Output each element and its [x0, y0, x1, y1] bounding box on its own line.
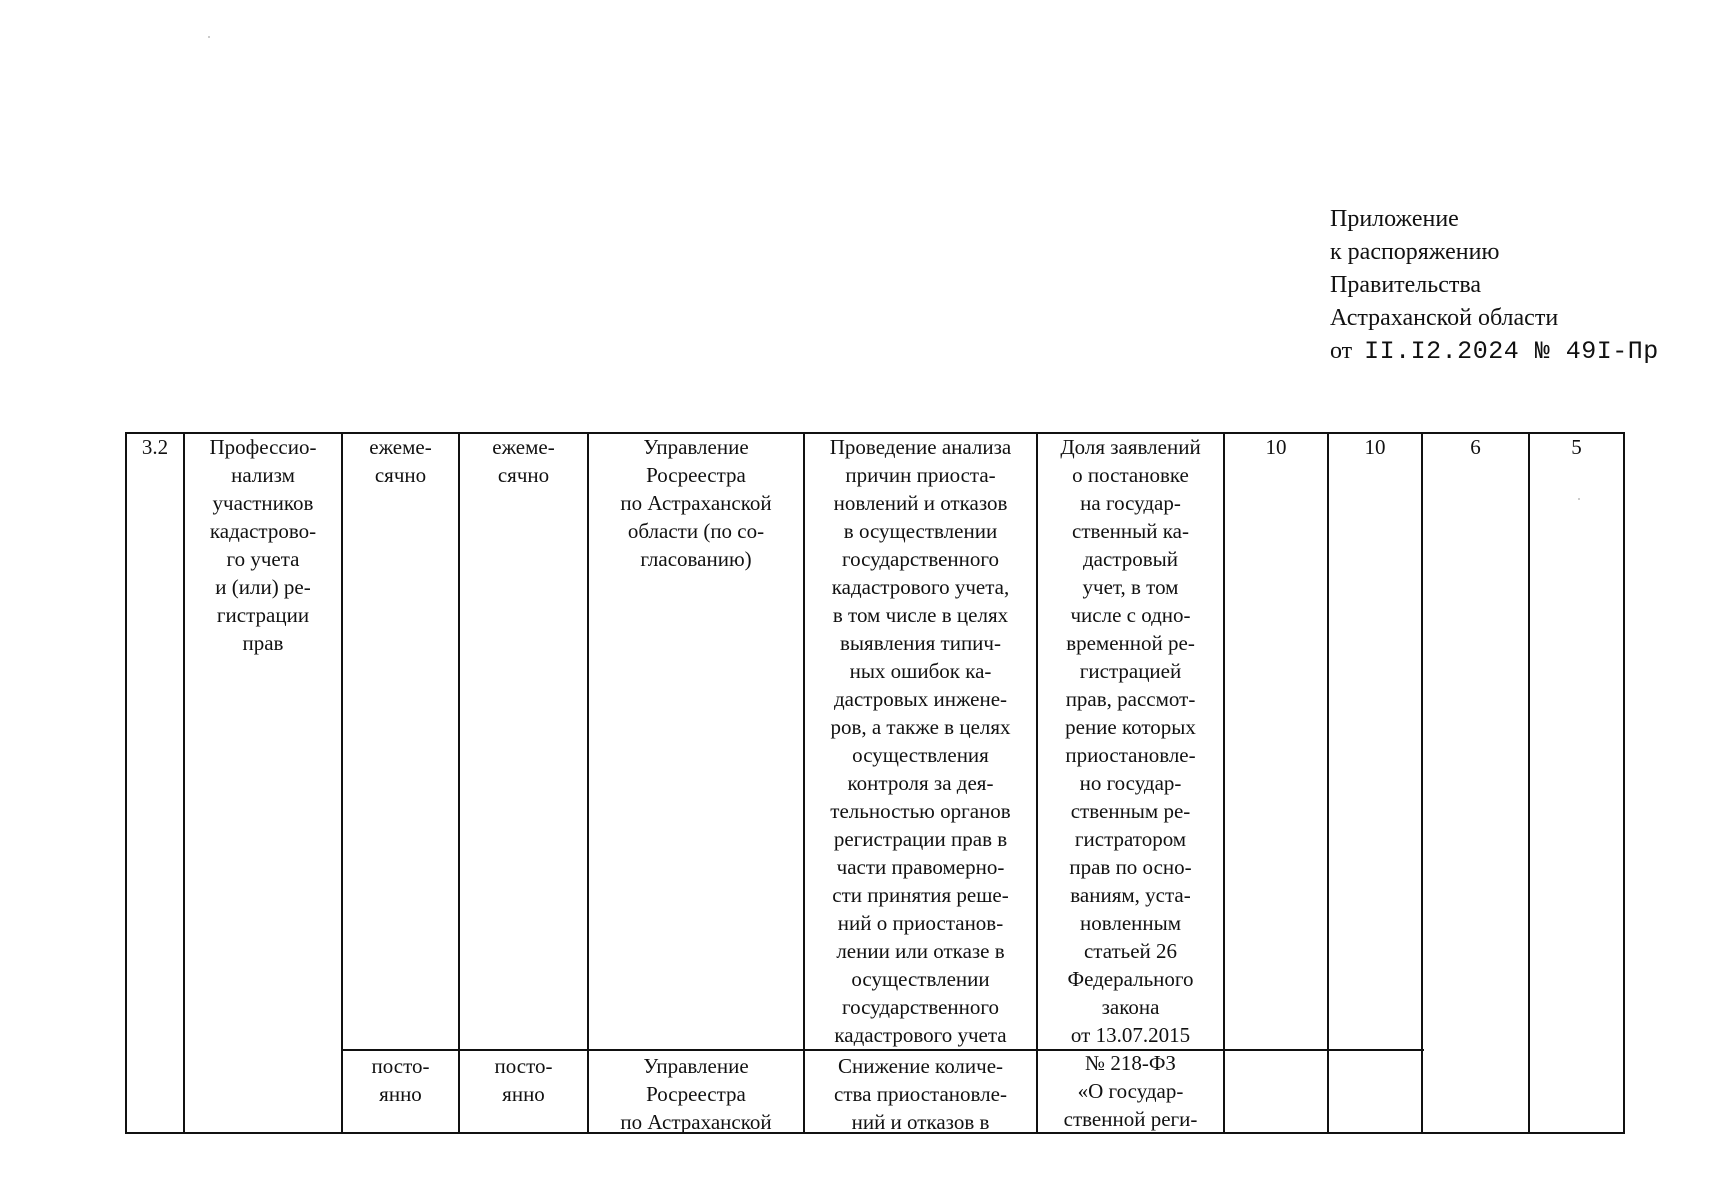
measure-description: Снижение количе- ства приостановле- ний и отказов в	[834, 1054, 1007, 1134]
appendix-line-government: Правительства	[1330, 272, 1482, 298]
appendix-title: Приложение	[1330, 206, 1459, 232]
col-border	[1327, 432, 1329, 1134]
responsible-executor: Управление Росреестра по Астраханской	[620, 1054, 772, 1134]
row-number: 3.2	[141, 435, 169, 459]
responsible-executor: Управление Росреестра по Астраханской области (по со- гласованию)	[620, 435, 772, 571]
frequency-a: ежеме- сячно	[369, 435, 432, 487]
col-border	[458, 432, 460, 1134]
col-border	[1421, 432, 1423, 1134]
plan-table	[125, 432, 1625, 1134]
frequency-a: посто- янно	[371, 1054, 430, 1106]
col-border	[1623, 432, 1625, 1134]
scan-speck	[208, 36, 210, 38]
col-border	[341, 432, 343, 1134]
col-border	[1528, 432, 1530, 1134]
appendix-date-line	[1330, 335, 1659, 368]
col-border	[1223, 432, 1225, 1134]
target-value-4: 5	[1571, 435, 1582, 459]
target-value-3: 6	[1470, 435, 1481, 459]
appendix-date-prefix: от	[1330, 338, 1353, 364]
indicator-name: Профессио- нализм участников кадастрово- го учета и (или) ре- гистрации прав	[209, 435, 317, 655]
frequency-b: ежеме- сячно	[492, 435, 555, 487]
appendix-header	[1330, 203, 1659, 368]
indicator-metric: Доля заявлений о постановке на государ- ственный ка- дастровый учет, в том числе с одно- временной ре- гистрацией прав, рассмот- рение которых приостановле- но государ- ственным ре- гистратором прав по осно- ваниям, уста- новленным статьей 26 Федерального закона от 13.07.2015 № 218-ФЗ «О государ- ственной реги-	[1060, 435, 1201, 1131]
target-value-1: 10	[1265, 435, 1287, 459]
measure-description: Проведение анализа причин приоста- новлений и отказов в осуществлении государственного кадастрового учета, в том числе в целях выявления типич- ных ошибок ка- дастровых инжене- ров, а также в целях осуществления контроля за дея- тельностью органов регистрации прав в части правомерно- сти принятия реше- ний о приостанов- лении или отказе в осуществлении государственного кадастрового учета	[829, 435, 1012, 1047]
appendix-date-number: II.I2.2024 № 49I-Пр	[1364, 337, 1659, 366]
target-value-2: 10	[1364, 435, 1386, 459]
appendix-line-region: Астраханской области	[1330, 305, 1559, 331]
col-border	[125, 432, 127, 1134]
appendix-line-order: к распоряжению	[1330, 239, 1500, 265]
frequency-b: посто- янно	[494, 1054, 553, 1106]
